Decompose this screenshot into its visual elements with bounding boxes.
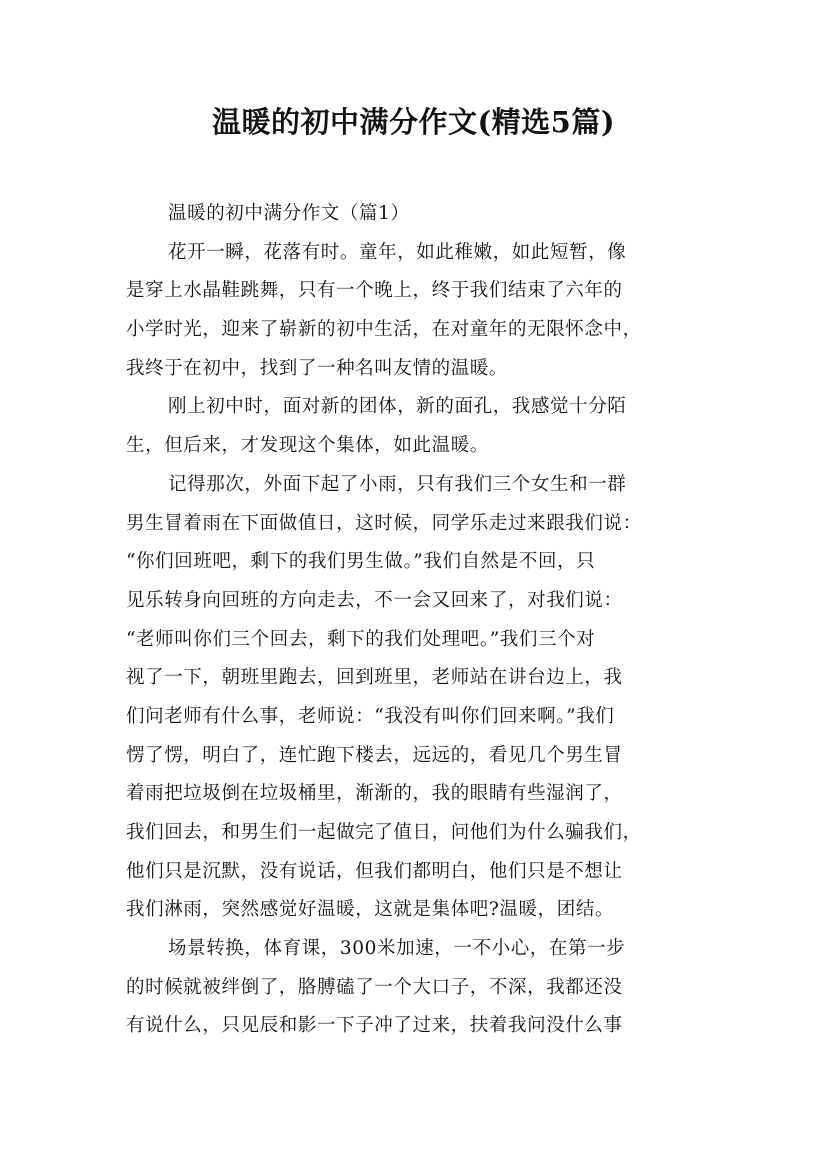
text-line: 是穿上水晶鞋跳舞，只有一个晚上，终于我们结束了六年的 [126, 280, 623, 302]
text-line: 愣了愣，明白了，连忙跑下楼去，远远的，看见几个男生冒 [126, 744, 623, 766]
text-line: 生，但后来，才发现这个集体，如此温暖。 [126, 435, 489, 457]
text-line: 有说什么，只见辰和影一下子冲了过来，扶着我问没什么事 [126, 1015, 623, 1037]
text-line: 着雨把垃圾倒在垃圾桶里，渐渐的，我的眼睛有些湿润了， [126, 783, 623, 805]
text-line: 们问老师有什么事，老师说：“我没有叫你们回来啊。”我们 [126, 705, 615, 727]
document-body [126, 195, 716, 1046]
text-line: 他们只是沉默，没有说话，但我们都明白，他们只是不想让 [126, 860, 623, 882]
text-line: 的时候就被绊倒了，胳膊磕了一个大口子，不深，我都还没 [126, 976, 623, 998]
text-line: 刚上初中时，面对新的团体，新的面孔，我感觉十分陌 [168, 396, 627, 418]
text-line: 小学时光，迎来了崭新的初中生活，在对童年的无限怀念中， [126, 319, 642, 341]
text-line: “你们回班吧，剩下的我们男生做。”我们自然是不回，只 [126, 551, 596, 573]
text-line: 见乐转身向回班的方向走去，不一会又回来了，对我们说： [126, 589, 623, 611]
text-line: 我们淋雨，突然感觉好温暖，这就是集体吧?温暖，团结。 [126, 899, 615, 921]
text-line: 我们回去，和男生们一起做完了值日，问他们为什么骗我们， [126, 822, 642, 843]
text-line: “老师叫你们三个回去，剩下的我们处理吧。”我们三个对 [126, 628, 596, 650]
text-line: 花开一瞬，花落有时。童年，如此稚嫩，如此短暂，像 [168, 241, 627, 263]
text-line: 记得那次，外面下起了小雨，只有我们三个女生和一群 [168, 473, 627, 495]
text-line: 温暖的初中满分作文（篇1） [168, 203, 410, 224]
text-line: 我终于在初中，找到了一种名叫友情的温暖。 [126, 357, 509, 379]
document-title: 温暖的初中满分作文(精选5篇) [211, 105, 616, 139]
text-line: 视了一下，朝班里跑去，回到班里，老师站在讲台边上，我 [126, 667, 623, 689]
text-line: 场景转换，体育课，300米加速，一不小心，在第一步 [168, 938, 626, 960]
text-line: 男生冒着雨在下面做值日，这时候，同学乐走过来跟我们说： [126, 512, 642, 534]
